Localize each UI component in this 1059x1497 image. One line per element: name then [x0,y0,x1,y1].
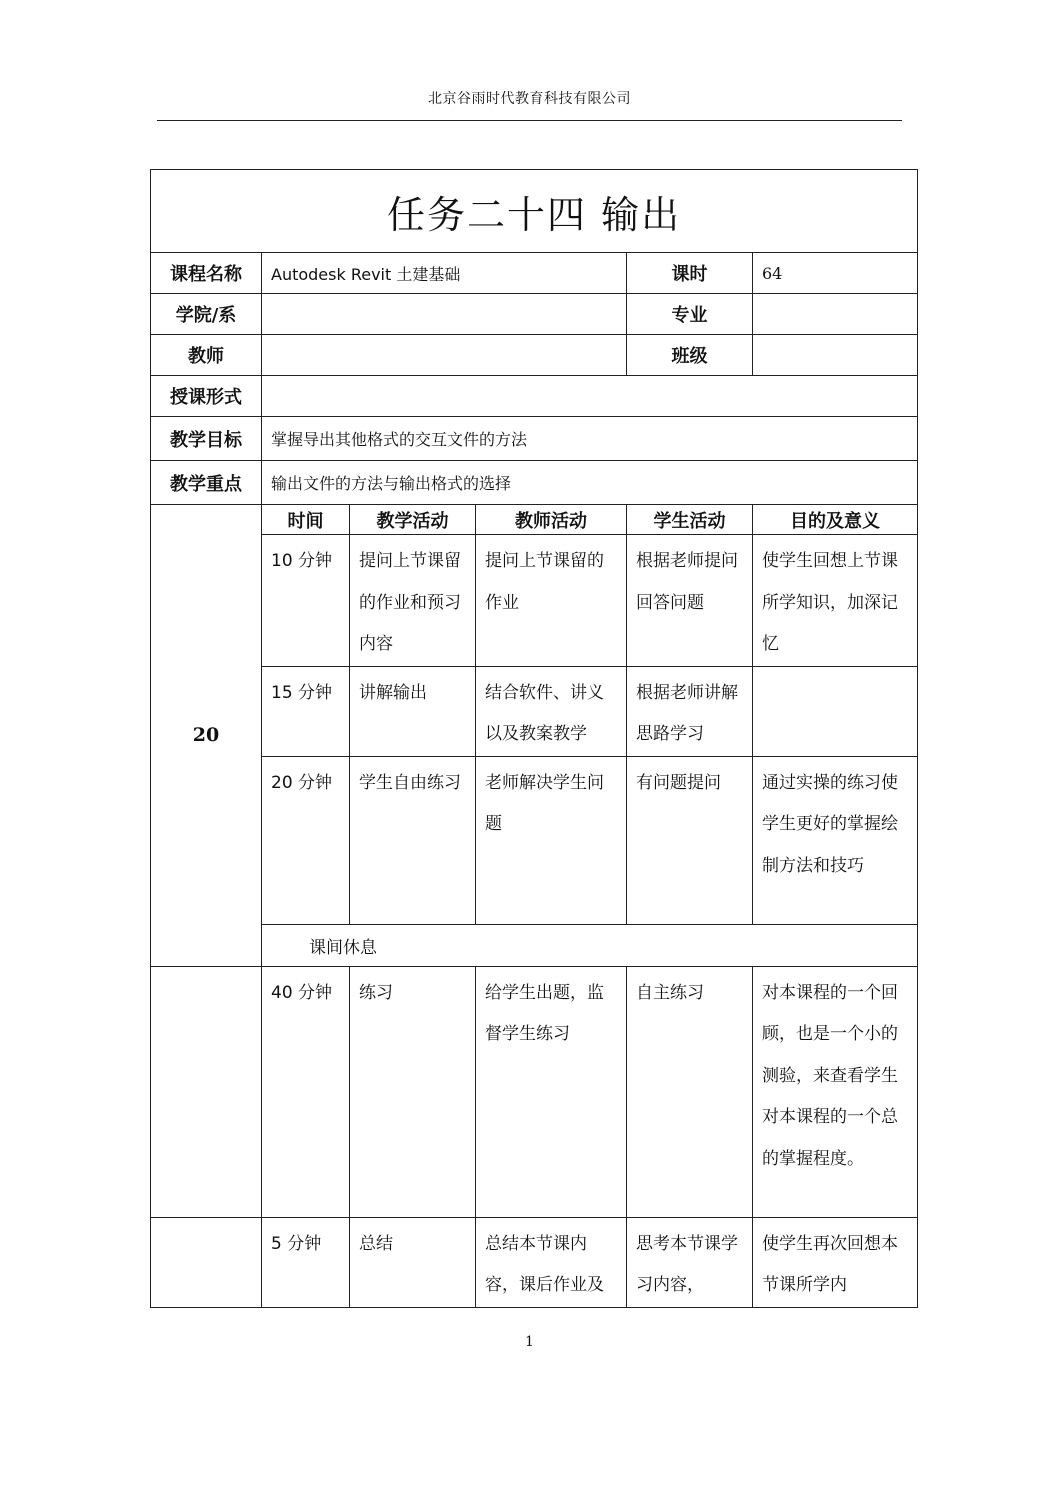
activity-cell: 学生自由练习 [350,756,476,924]
course-name-label: 课程名称 [151,253,262,294]
company-header: 北京谷雨时代教育科技有限公司 [428,91,631,107]
purpose-cell: 使学生回想上节课所学知识，加深记忆 [753,535,918,667]
session-duration: 20 [151,505,262,967]
time-cell: 15 分钟 [262,666,350,756]
student-activity-cell: 自主练习 [627,966,753,1217]
column-header-student: 学生活动 [627,505,753,535]
page-title: 任务二十四 输出 [151,170,918,253]
teacher-value [262,335,627,376]
purpose-cell: 通过实操的练习使学生更好的掌握绘制方法和技巧 [753,756,918,924]
teaching-focus-label: 教学重点 [151,461,262,505]
time-cell: 5 分钟 [262,1217,350,1307]
teacher-activity-cell: 给学生出题，监督学生练习 [476,966,627,1217]
column-header-teacher: 教师活动 [476,505,627,535]
session-duration-empty [151,966,262,1217]
column-header-activity: 教学活动 [350,505,476,535]
time-cell: 20 分钟 [262,756,350,924]
teacher-activity-cell: 老师解决学生问题 [476,756,627,924]
time-cell: 10 分钟 [262,535,350,667]
major-value [753,294,918,335]
teaching-goal-label: 教学目标 [151,417,262,461]
hours-label: 课时 [627,253,753,294]
column-header-purpose: 目的及意义 [753,505,918,535]
activity-cell: 讲解输出 [350,666,476,756]
table-row [151,966,918,1217]
teacher-label: 教师 [151,335,262,376]
student-activity-cell: 有问题提问 [627,756,753,924]
lesson-plan-table [150,169,918,1308]
student-activity-cell: 根据老师提问回答问题 [627,535,753,667]
page-number: 1 [525,1334,534,1350]
teaching-form-value [262,376,918,417]
column-header-time: 时间 [262,505,350,535]
teaching-goal-value: 掌握导出其他格式的交互文件的方法 [262,417,918,461]
purpose-cell: 使学生再次回想本节课所学内 [753,1217,918,1307]
teacher-activity-cell: 提问上节课留的作业 [476,535,627,667]
course-name-value: Autodesk Revit 土建基础 [262,253,627,294]
student-activity-cell: 根据老师讲解思路学习 [627,666,753,756]
purpose-cell: 对本课程的一个回顾，也是一个小的测验，来查看学生对本课程的一个总的掌握程度。 [753,966,918,1217]
break-label: 课间休息 [262,924,918,966]
hours-value: 64 [753,253,918,294]
table-row [151,756,918,924]
department-value [262,294,627,335]
purpose-cell [753,666,918,756]
major-label: 专业 [627,294,753,335]
teaching-form-label: 授课形式 [151,376,262,417]
table-row [151,535,918,667]
activity-cell: 提问上节课留的作业和预习内容 [350,535,476,667]
table-row [151,666,918,756]
student-activity-cell: 思考本节课学习内容， [627,1217,753,1307]
activity-cell: 总结 [350,1217,476,1307]
time-cell: 40 分钟 [262,966,350,1217]
activity-cell: 练习 [350,966,476,1217]
class-label: 班级 [627,335,753,376]
teaching-focus-value: 输出文件的方法与输出格式的选择 [262,461,918,505]
session-duration-empty [151,1217,262,1307]
department-label: 学院/系 [151,294,262,335]
header-divider [157,120,902,121]
table-row [151,1217,918,1307]
class-value [753,335,918,376]
teacher-activity-cell: 结合软件、讲义以及教案教学 [476,666,627,756]
teacher-activity-cell: 总结本节课内容，课后作业及 [476,1217,627,1307]
